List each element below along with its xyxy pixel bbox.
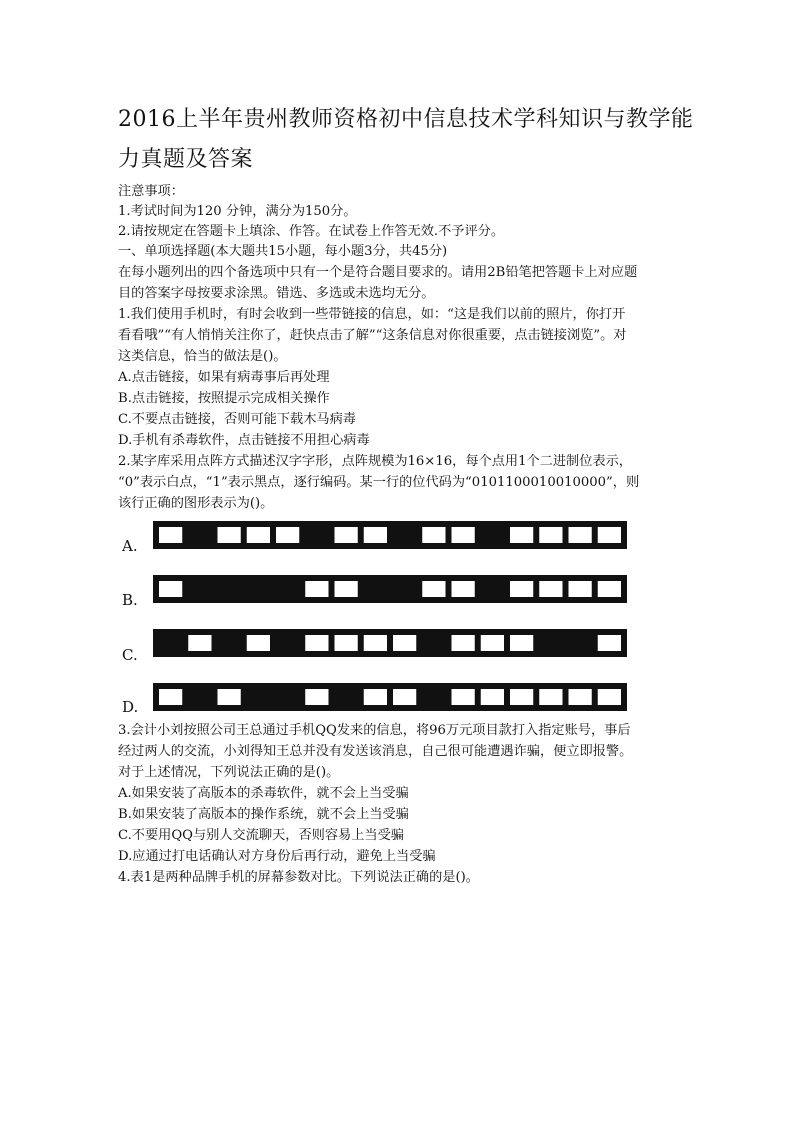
q2-bit-cell-black (247, 689, 270, 705)
q2-bit-cell-white (481, 689, 504, 705)
q2-option-label-b: B. (122, 591, 138, 609)
q2-option-c-bitmap (153, 629, 627, 657)
q2-stem: 该行正确的图形表示为()。 (118, 496, 274, 511)
q2-bit-cell-white (335, 527, 358, 543)
q2-bit-cell-white (539, 581, 562, 597)
q2-bit-cell-black (188, 581, 211, 597)
q2-bit-cell-white (422, 527, 445, 543)
q2-bit-cell-white (364, 689, 387, 705)
q2-bit-cell-white (422, 581, 445, 597)
q2-bit-cell-white (452, 635, 475, 651)
q2-bit-cell-white (335, 635, 358, 651)
q3-stem: 经过两人的交流，小刘得知王总并没有发送该消息，自己很可能遭遇诈骗，便立即报警。 (118, 744, 633, 759)
document-title-line-1: 2016上半年贵州教师资格初中信息技术学科知识与教学能 (118, 107, 694, 132)
q2-bit-cell-black (422, 635, 445, 651)
q1-stem: 这类信息，恰当的做法是()。 (118, 349, 287, 364)
q2-bit-cell-black (393, 527, 416, 543)
q3-stem: 3.会计小刘按照公司王总通过手机QQ发来的信息，将96万元项目款打入指定账号，事后 (118, 723, 631, 738)
q2-bit-cell-white (510, 689, 533, 705)
q3-option-b: B.如果安装了高版本的操作系统，就不会上当受骗 (118, 807, 409, 822)
q2-option-label-a: A. (122, 537, 138, 555)
q2-bit-cell-white (452, 689, 475, 705)
q2-bit-cell-black (481, 527, 504, 543)
section-heading: 一、单项选择题(本大题共15小题，每小题3分，共45分) (118, 244, 448, 259)
q2-bit-cell-white (510, 635, 533, 651)
q2-bit-cell-white (247, 527, 270, 543)
q2-bit-cell-white (276, 527, 299, 543)
q2-bit-cell-black (218, 581, 241, 597)
q2-bit-cell-white (218, 689, 241, 705)
q2-bit-cell-white (481, 635, 504, 651)
q2-bit-cell-black (188, 689, 211, 705)
q2-bit-cell-white (598, 635, 621, 651)
q2-bit-cell-black (159, 635, 182, 651)
q2-bit-cell-white (393, 635, 416, 651)
q2-bit-cell-black (335, 689, 358, 705)
q1-option-a: A.点击链接，如果有病毒事后再处理 (118, 370, 330, 385)
q2-option-label-c: C. (122, 646, 138, 664)
q2-bit-cell-black (393, 581, 416, 597)
q2-bit-cell-white (452, 581, 475, 597)
q2-option-d-bitmap (153, 683, 627, 711)
q2-bit-cell-white (188, 635, 211, 651)
q2-bit-cell-white (569, 527, 592, 543)
q2-bitmap-svg-b (156, 578, 624, 600)
q2-bit-cell-white (364, 635, 387, 651)
q2-bit-cell-white (218, 527, 241, 543)
q2-bit-cell-black (422, 689, 445, 705)
q2-bit-cell-white (305, 689, 328, 705)
q2-bit-cell-black (276, 581, 299, 597)
q4-stem: 4.表1是两种品牌手机的屏幕参数对比。下列说法正确的是()。 (118, 870, 479, 885)
q2-stem: 2.某字库采用点阵方式描述汉字字形，点阵规模为16×16，每个点用1个二进制位表示， (118, 454, 632, 469)
q3-option-a: A.如果安装了高版本的杀毒软件，就不会上当受骗 (118, 786, 409, 801)
section-instruction: 在每小题列出的四个备选项中只有一个是符合题目要求的。请用2B铅笔把答题卡上对应题 (118, 265, 638, 280)
q2-bit-cell-white (364, 527, 387, 543)
q2-option-a-bitmap (153, 521, 627, 549)
q2-option-label-d: D. (122, 698, 139, 716)
q2-bit-cell-white (510, 527, 533, 543)
q2-bit-cell-white (159, 527, 182, 543)
q1-stem: 1.我们使用手机时，有时会收到一些带链接的信息，如：“这是我们以前的照片，你打开 (118, 307, 626, 322)
q1-option-c: C.不要点击链接，否则可能下载木马病毒 (118, 412, 356, 427)
q2-bit-cell-black (188, 527, 211, 543)
q2-bit-cell-black (539, 635, 562, 651)
q2-bitmap-svg-a (156, 524, 624, 546)
q2-bit-cell-white (598, 581, 621, 597)
q2-bit-cell-black (218, 635, 241, 651)
q3-option-c: C.不要用QQ与别人交流聊天，否则容易上当受骗 (118, 828, 404, 843)
q2-bit-cell-white (305, 581, 328, 597)
q2-bit-cell-white (305, 635, 328, 651)
q2-bit-cell-black (276, 689, 299, 705)
document-title-line-2: 力真题及答案 (118, 147, 254, 172)
q2-bit-cell-white (335, 581, 358, 597)
q2-bit-cell-white (569, 581, 592, 597)
q2-bit-cell-black (364, 581, 387, 597)
notice-item: 1.考试时间为120 分钟，满分为150分。 (118, 204, 357, 219)
q2-bit-cell-white (159, 689, 182, 705)
q2-bit-cell-white (569, 689, 592, 705)
q2-option-b-bitmap (153, 575, 627, 603)
q1-option-b: B.点击链接，按照提示完成相关操作 (118, 391, 330, 406)
q3-option-d: D.应通过打电话确认对方身份后再行动，避免上当受骗 (118, 849, 436, 864)
notice-item: 2.请按规定在答题卡上填涂、作答。在试卷上作答无效.不予评分。 (118, 224, 505, 239)
section-instruction: 目的答案字母按要求涂黑。错选、多选或未选均无分。 (118, 286, 435, 301)
q2-bit-cell-white (598, 689, 621, 705)
q2-bit-cell-white (539, 527, 562, 543)
q2-bit-cell-white (159, 581, 182, 597)
q2-bit-cell-white (510, 581, 533, 597)
q2-bit-cell-white (452, 527, 475, 543)
q1-option-d: D.手机有杀毒软件，点击链接不用担心病毒 (118, 433, 370, 448)
q2-bit-cell-white (598, 527, 621, 543)
q2-bit-cell-black (247, 581, 270, 597)
q2-bit-cell-black (481, 581, 504, 597)
notice-heading: 注意事项： (118, 184, 184, 199)
q2-bit-cell-white (539, 689, 562, 705)
q2-bitmap-svg-d (156, 686, 624, 708)
q2-stem: “0”表示白点，“1”表示黑点，逐行编码。某一行的位代码为“0101100010010000”，则 (118, 475, 640, 490)
q2-bit-cell-white (393, 689, 416, 705)
q1-stem: 看看哦”“有人悄悄关注你了，赶快点击了解”“这条信息对你很重要，点击链接浏览”。对 (118, 328, 627, 343)
q2-bit-cell-white (247, 635, 270, 651)
q2-bit-cell-black (276, 635, 299, 651)
q2-bit-cell-black (305, 527, 328, 543)
q2-bitmap-svg-c (156, 632, 624, 654)
q2-bit-cell-black (569, 635, 592, 651)
q3-stem: 对于上述情况，下列说法正确的是()。 (118, 765, 340, 780)
